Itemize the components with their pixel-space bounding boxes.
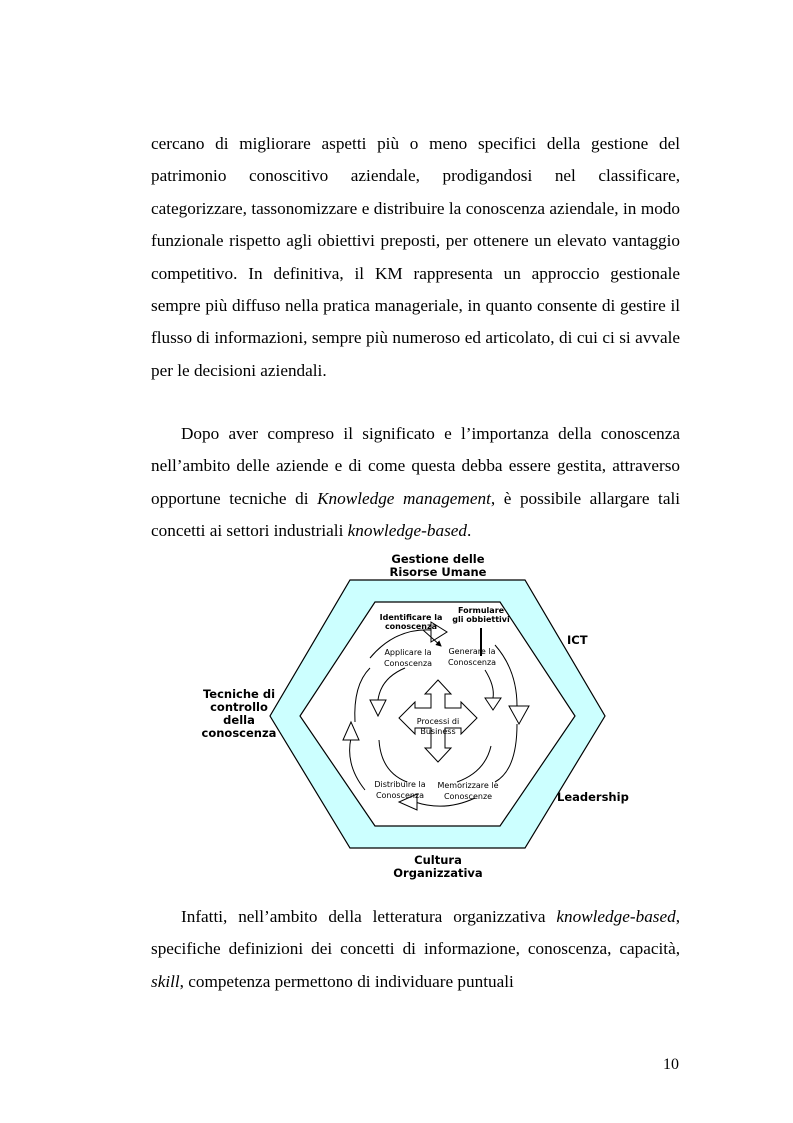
label-formulare-line2: gli obbiettivi: [452, 615, 510, 624]
paragraph-3-text-a: Infatti, nell’ambito della letteratura organizzativa: [181, 907, 557, 926]
label-gestione-line1: Gestione delle: [391, 552, 485, 566]
paragraph-3-text-b: , specifiche definizioni dei concetti di informazione, conoscenza, capacità,: [151, 907, 680, 959]
label-memorizzare-line1: Memorizzare le: [437, 781, 499, 790]
label-cultura-line1: Cultura: [414, 853, 462, 867]
paragraph-2-text-a: Dopo aver compreso il significato e l’importanza della conoscenza nell’ambito delle aziende e di come questa debba essere gestita, attraverso opportune tecniche di: [151, 424, 680, 508]
label-identificare-line1: Identificare la: [379, 613, 443, 622]
page-number: 10: [663, 1056, 679, 1073]
label-tecniche-line4: conoscenza: [201, 726, 277, 740]
label-tecniche-line1: Tecniche di: [202, 687, 276, 701]
label-leadership: Leadership: [557, 790, 629, 804]
label-gestione-line2: Risorse Umane: [389, 565, 487, 579]
km-hexagon-figure: [195, 550, 635, 885]
label-processi-line1: Processi di: [416, 717, 460, 726]
paragraph-2-emphasis-kb: knowledge-based: [347, 521, 467, 541]
label-formulare-line1: Formulare: [457, 606, 505, 615]
label-cultura-line2: Organizzativa: [393, 866, 483, 880]
label-processi-line2: Business: [420, 727, 456, 736]
paragraph-3-emphasis-skill: skill: [151, 971, 180, 991]
label-applicare-line1: Applicare la: [384, 648, 432, 657]
paragraph-3-emphasis-kb: knowledge-based: [556, 907, 676, 926]
body-paragraph-2: [151, 418, 680, 548]
label-identificare-line2: conoscenza: [384, 622, 438, 631]
label-memorizzare-line2: Conoscenze: [443, 792, 493, 801]
label-generare-line2: Conoscenza: [447, 658, 497, 667]
paragraph-2-text-b: , è possibile allargare tali concetti ai settori industriali: [151, 488, 681, 541]
paragraph-3-text-c: , competenza permettono di individuare puntuali: [179, 971, 514, 991]
label-tecniche-line2: controllo: [210, 700, 268, 714]
label-distribuire-line2: Conoscenza: [375, 791, 425, 800]
body-paragraph-1: cercano di migliorare aspetti più o meno specifici della gestione del patrimonio conoscitivo aziendale, prodigandosi nel classificare, categorizzare, tassonomizzare e distribuire la conoscenza aziendale, in modo funzionale rispetto agli obiettivi preposti, per ottenere un elevato vantaggio competitivo. In definitiva, il KM rappresenta un approccio gestionale sempre più diffuso nella pratica manageriale, in quanto consente di gestire il flusso di informazioni, sempre più numeroso ed articolato, di cui ci si avvale per le decisioni aziendali.: [151, 134, 680, 380]
label-tecniche-line3: della: [223, 713, 255, 727]
label-ict: ICT: [567, 633, 588, 647]
label-distribuire-line1: Distribuire la: [374, 780, 426, 789]
km-hexagon-diagram: [195, 550, 635, 885]
body-paragraph-3: [151, 901, 680, 998]
paragraph-2-emphasis-km: Knowledge management: [317, 488, 491, 508]
label-generare-line1: Generare la: [448, 647, 496, 656]
label-applicare-line2: Conoscenza: [383, 659, 433, 668]
paragraph-2-text-c: .: [466, 521, 472, 541]
